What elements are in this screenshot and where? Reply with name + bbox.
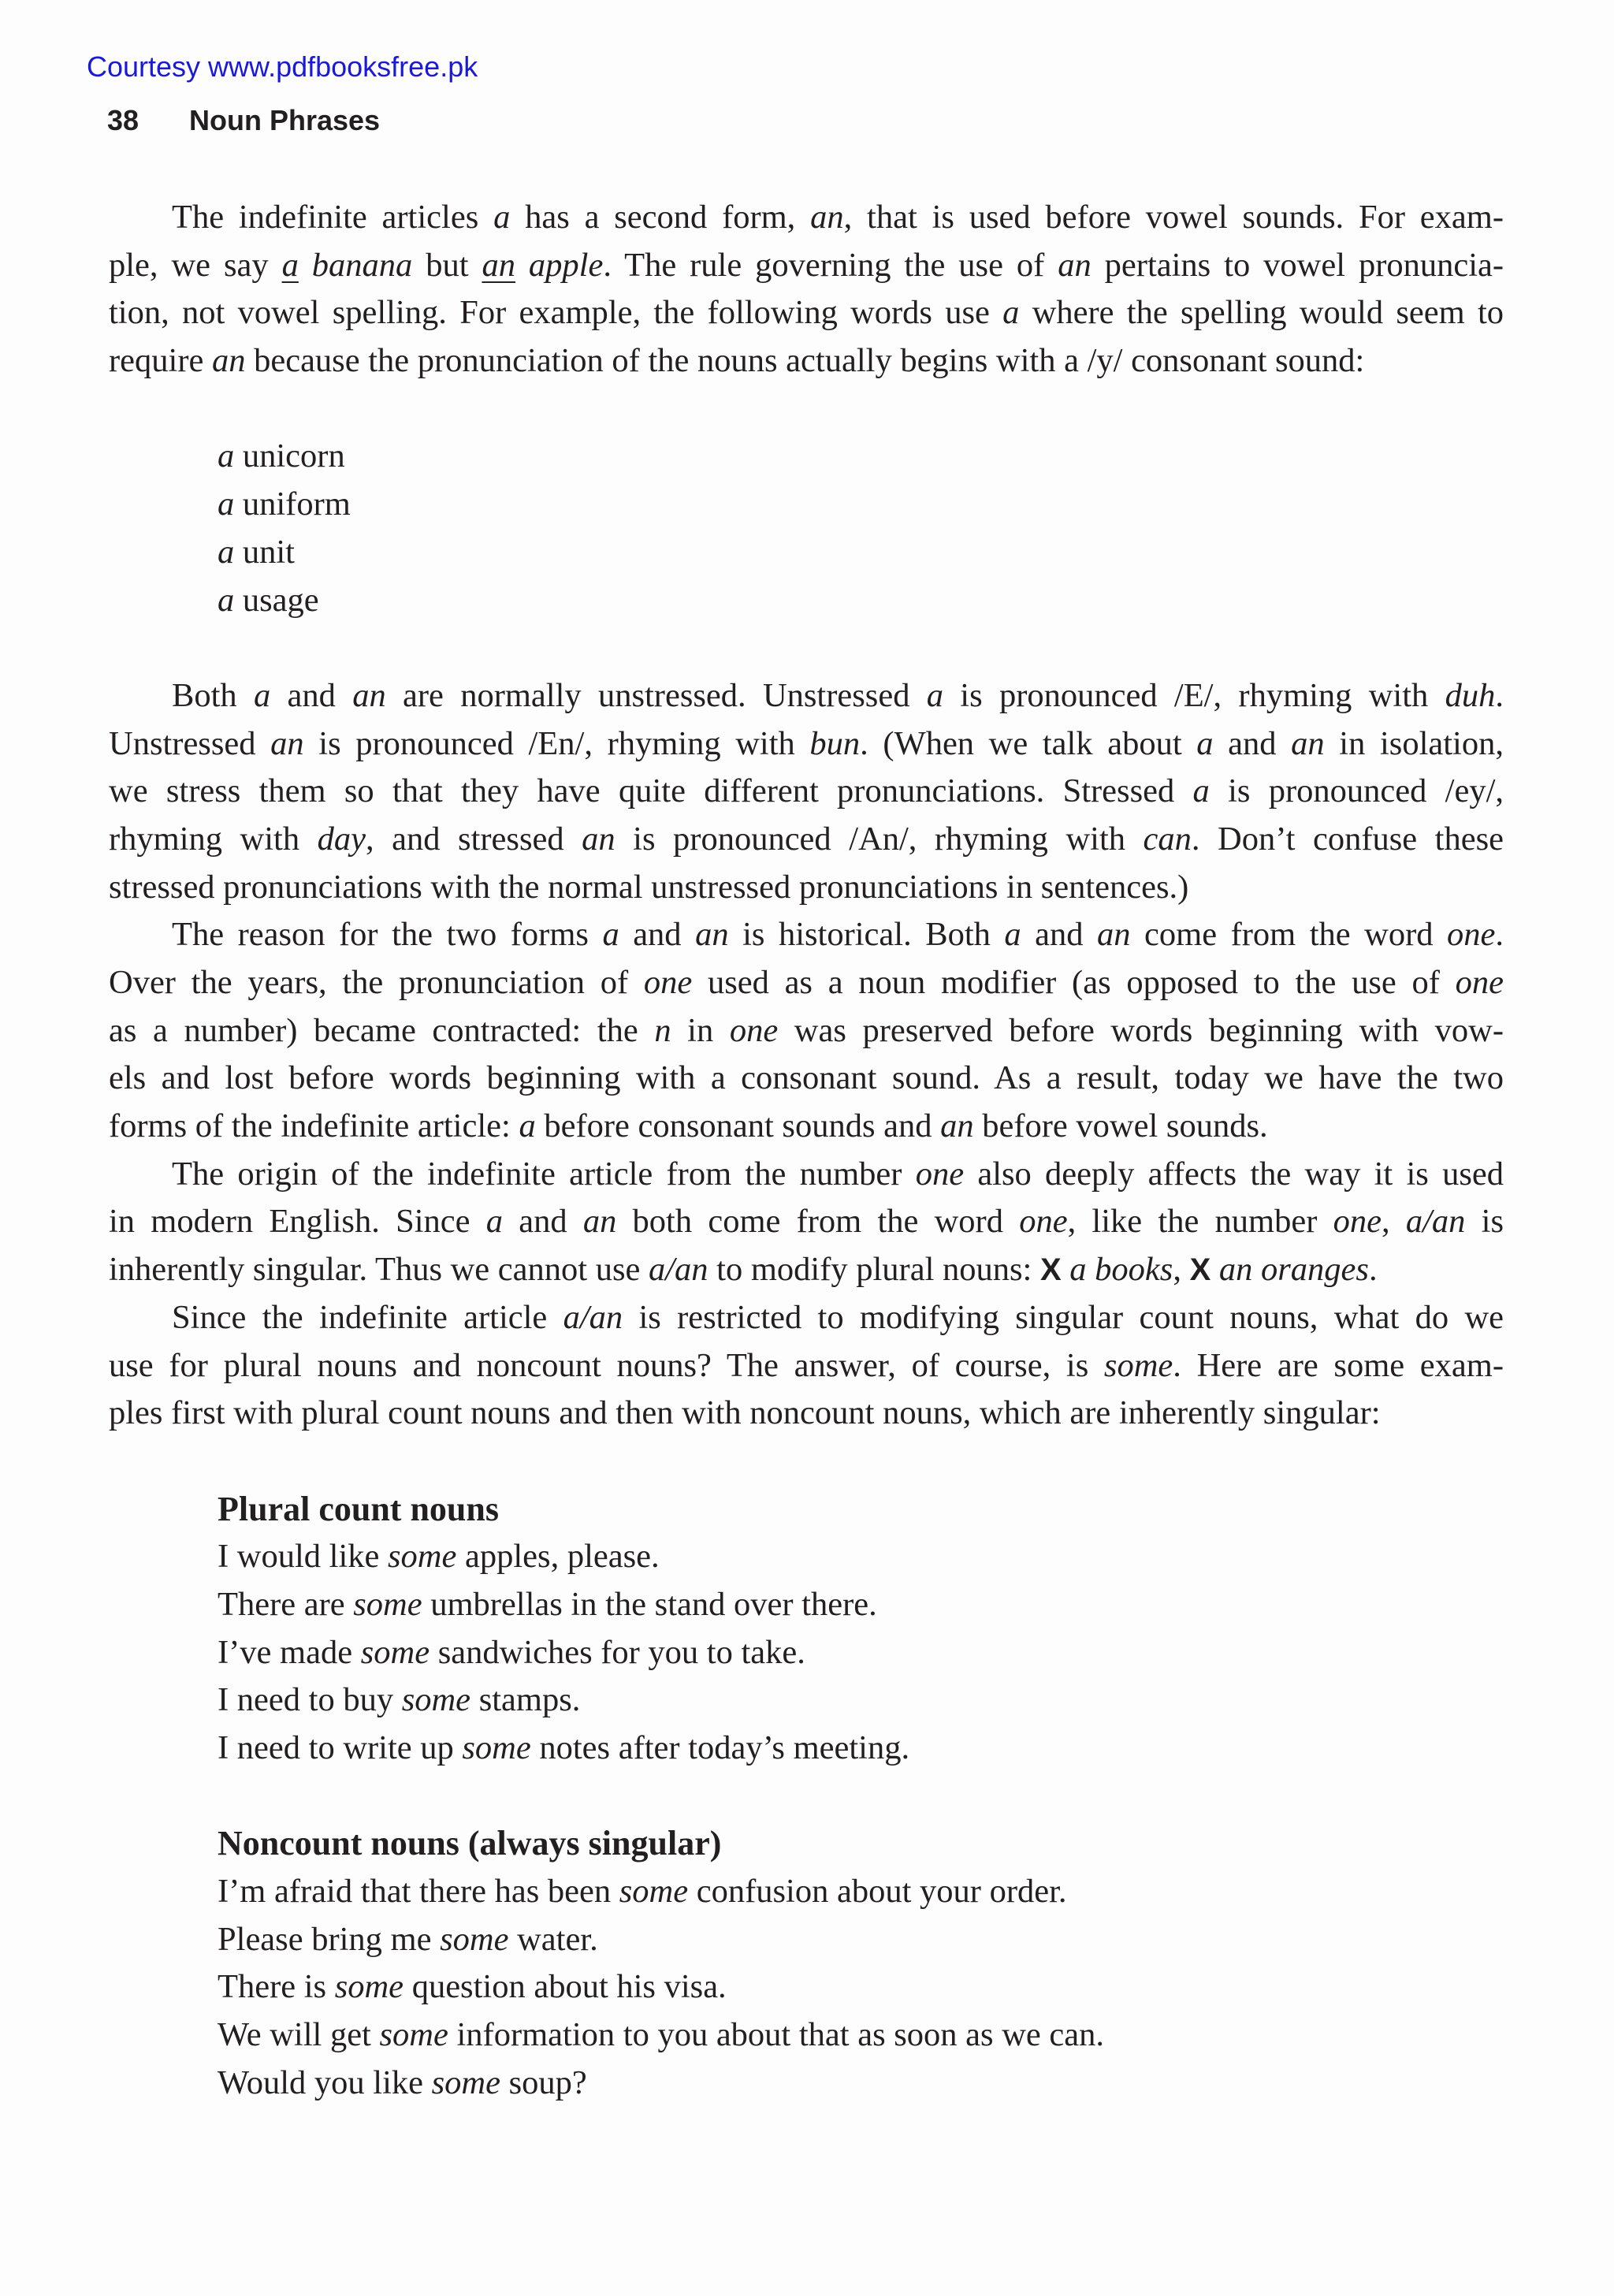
paragraph: [109, 194, 1504, 385]
example-sentence: There are some umbrellas in the stand over there.: [218, 1585, 877, 1623]
text-line: tion, not vowel spelling. For example, the following words use a where the spelling would seem to: [109, 294, 1504, 332]
example-sentence: I need to write up some notes after today’s meeting.: [218, 1729, 910, 1766]
spacer: [109, 385, 1504, 434]
noncount-examples: [109, 1820, 1504, 2107]
example-sentence: Please bring me some water.: [218, 1920, 598, 1958]
text-line: ples first with plural count nouns and then with noncount nouns, which are inherently singular:: [109, 1394, 1381, 1432]
example-sentence: We will get some information to you about that as soon as we can.: [218, 2016, 1104, 2054]
text-line: use for plural nouns and noncount nouns? The answer, of course, is some. Here are some exam-: [109, 1346, 1504, 1384]
body-text: [109, 194, 1504, 2108]
example-sentence: There is some question about his visa.: [218, 1968, 727, 2006]
paragraph: [109, 672, 1504, 911]
running-head: [107, 104, 380, 137]
paragraph: [109, 911, 1504, 1150]
text-line: The origin of the indefinite article from the number one also deeply affects the way it is used: [172, 1155, 1504, 1193]
paragraph: [109, 1294, 1504, 1438]
incorrect-mark: X: [1039, 1252, 1062, 1288]
underlined-article: a: [281, 246, 299, 284]
example-sentence: I’ve made some sandwiches for you to take.: [218, 1633, 805, 1671]
text-line: Both a and an are normally unstressed. Unstressed a is pronounced /E/, rhyming with duh.: [172, 676, 1504, 714]
text-line: Over the years, the pronunciation of one used as a noun modifier (as opposed to the use of one: [109, 964, 1504, 1001]
text-line: as a number) became contracted: the n in one was preserved before words beginning with vow-: [109, 1011, 1504, 1049]
example-sentence: I’m afraid that there has been some confusion about your order.: [218, 1873, 1067, 1911]
plural-count-examples: [109, 1486, 1504, 1773]
courtesy-watermark: Courtesy www.pdfbooksfree.pk: [87, 50, 478, 83]
example-sentence: I need to buy some stamps.: [218, 1681, 581, 1719]
example-list: [109, 433, 1504, 624]
underlined-article: an: [482, 246, 515, 284]
text-line: inherently singular. Thus we cannot use a/an to modify plural nouns: X a books, X an oranges.: [109, 1251, 1378, 1289]
text-line: rhyming with day, and stressed an is pronounced /An/, rhyming with can. Don’t confuse these: [109, 820, 1504, 858]
text-line: Unstressed an is pronounced /En/, rhyming with bun. (When we talk about a and an in isolation,: [109, 724, 1504, 762]
example-item: a uniform: [218, 486, 351, 523]
text-line: we stress them so that they have quite different pronunciations. Stressed a is pronounced /ey/,: [109, 772, 1504, 810]
example-item: a unicorn: [218, 437, 345, 475]
example-item: a unit: [218, 533, 295, 571]
section-heading: Noncount nouns (always singular): [218, 1824, 722, 1863]
text-line: ple, we say a banana but an apple. The rule governing the use of an pertains to vowel pronuncia-: [109, 246, 1504, 284]
text-line: stressed pronunciations with the normal unstressed pronunciations in sentences.): [109, 868, 1189, 906]
text-line: The reason for the two forms a and an is historical. Both a and an come from the word one.: [172, 916, 1504, 954]
text-line: in modern English. Since a and an both come from the word one, like the number one, a/an is: [109, 1203, 1504, 1241]
incorrect-mark: X: [1189, 1252, 1211, 1288]
text-line: Since the indefinite article a/an is restricted to modifying singular count nouns, what do we: [172, 1298, 1504, 1336]
text-line: forms of the indefinite article: a before consonant sounds and an before vowel sounds.: [109, 1107, 1268, 1145]
section-heading: Plural count nouns: [218, 1489, 499, 1528]
text-line: require an because the pronunciation of the nouns actually begins with a /y/ consonant sound:: [109, 342, 1365, 380]
example-sentence: Would you like some soup?: [218, 2063, 587, 2101]
example-sentence: I would like some apples, please.: [218, 1538, 660, 1576]
spacer: [109, 1773, 1504, 1821]
text-line: The indefinite articles a has a second form, an, that is used before vowel sounds. For exam-: [172, 199, 1504, 236]
text-line: els and lost before words beginning with a consonant sound. As a result, today we have the two: [109, 1059, 1504, 1097]
paragraph: [109, 1151, 1504, 1294]
chapter-title: Noun Phrases: [189, 104, 381, 136]
spacer: [109, 1438, 1504, 1486]
spacer: [109, 624, 1504, 672]
example-item: a usage: [218, 581, 319, 619]
page-number: 38: [107, 104, 139, 136]
